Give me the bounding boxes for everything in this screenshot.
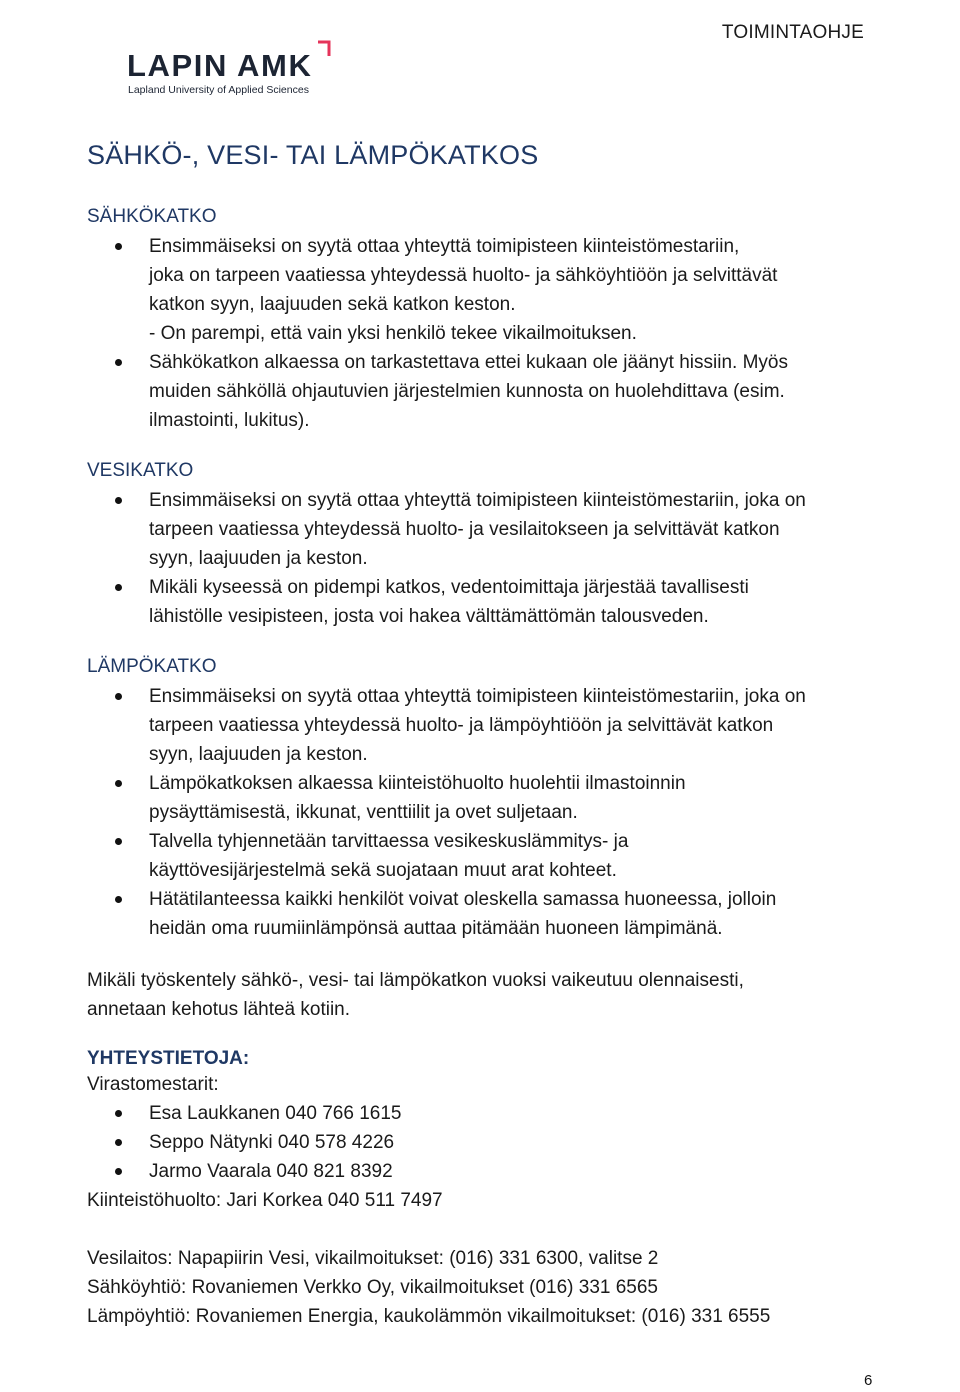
bullet-icon: [115, 838, 122, 845]
section-electricity: [87, 206, 788, 435]
utility-contact-heat: Lämpöyhtiö: Rovaniemen Energia, kaukolämmön vikailmoitukset: (016) 331 6555: [87, 1306, 771, 1327]
bullet-list: [87, 348, 788, 435]
list-item: [87, 573, 806, 631]
bullet-icon: [115, 693, 122, 700]
text-line: katkon syyn, laajuuden sekä katkon keston.: [149, 294, 516, 315]
page-title: SÄHKÖ-, VESI- TAI LÄMPÖKATKOS: [87, 140, 539, 170]
list-item: [87, 682, 806, 769]
bullet-icon: [115, 243, 122, 250]
bullet-icon: [115, 1139, 122, 1146]
text-line: tarpeen vaatiessa yhteydessä huolto- ja lämpöyhtiöön ja selvittävät katkon: [149, 715, 774, 736]
contacts-section: [87, 1048, 887, 1331]
text-line: Ensimmäiseksi on syytä ottaa yhteyttä toimipisteen kiinteistömestariin,: [149, 236, 740, 257]
section-heading: LÄMPÖKATKO: [87, 656, 217, 677]
text-line: heidän oma ruumiinlämpönsä auttaa pitämään huoneen lämpimänä.: [149, 918, 723, 939]
list-item: [87, 1128, 887, 1157]
bullet-icon: [115, 359, 122, 366]
utility-contact-electricity: Sähköyhtiö: Rovaniemen Verkko Oy, vikailmoitukset (016) 331 6565: [87, 1277, 659, 1298]
contact-line: Esa Laukkanen 040 766 1615: [149, 1103, 402, 1124]
utility-contact-water: Vesilaitos: Napapiirin Vesi, vikailmoitukset: (016) 331 6300, valitse 2: [87, 1248, 659, 1269]
list-item: [87, 486, 806, 573]
bullet-icon: [115, 1110, 122, 1117]
bullet-icon: [115, 780, 122, 787]
logo-accent-mark-icon: [317, 40, 331, 58]
section-heading: SÄHKÖKATKO: [87, 206, 217, 227]
text-line: ilmastointi, lukitus).: [149, 410, 310, 431]
section-heading: VESIKATKO: [87, 460, 194, 481]
logo-wordmark: LAPIN AMK: [127, 48, 313, 83]
caretakers-label: Virastomestarit:: [87, 1074, 219, 1095]
text-line: Sähkökatkon alkaessa on tarkastettava ettei kukaan ole jäänyt hissiin. Myös: [149, 352, 788, 373]
contact-line: Jarmo Vaarala 040 821 8392: [149, 1161, 393, 1182]
text-line: joka on tarpeen vaatiessa yhteydessä huolto- ja sähköyhtiöön ja selvittävät: [149, 265, 778, 286]
contacts-heading: YHTEYSTIETOJA:: [87, 1048, 250, 1069]
bullet-list: [87, 232, 788, 319]
text-line: Mikäli kyseessä on pidempi katkos, vedentoimittaja järjestää tavallisesti: [149, 577, 749, 598]
note-paragraph: [87, 966, 867, 1024]
text-line: käyttövesijärjestelmä sekä suojataan muut arat kohteet.: [149, 860, 617, 881]
text-line: muiden sähköllä ohjautuvien järjestelmien kunnosta on huolehdittava (esim.: [149, 381, 785, 402]
text-line: Hätätilanteessa kaikki henkilöt voivat oleskella samassa huoneessa, jolloin: [149, 889, 777, 910]
list-item: [87, 769, 806, 827]
document-type-label: TOIMINTAOHJE: [721, 22, 864, 43]
bullet-icon: [115, 497, 122, 504]
lapin-amk-logo: [127, 38, 332, 98]
text-line: pysäyttämisestä, ikkunat, venttiilit ja ovet suljetaan.: [149, 802, 578, 823]
text-line: Mikäli työskentely sähkö-, vesi- tai lämpökatkon vuoksi vaikeutuu olennaisesti,: [87, 970, 744, 991]
sub-note: - On parempi, että vain yksi henkilö tekee vikailmoituksen.: [149, 323, 637, 344]
section-water: [87, 460, 806, 631]
text-line: lähistölle vesipisteen, josta voi hakea välttämättömän talousveden.: [149, 606, 709, 627]
list-item: [87, 1099, 887, 1128]
bullet-icon: [115, 1168, 122, 1175]
bullet-icon: [115, 896, 122, 903]
document-body: [87, 140, 887, 1327]
contact-line: Seppo Nätynki 040 578 4226: [149, 1132, 395, 1153]
list-item: [87, 827, 806, 885]
text-line: Talvella tyhjennetään tarvittaessa vesikeskuslämmitys- ja: [149, 831, 629, 852]
text-line: annetaan kehotus lähteä kotiin.: [87, 999, 351, 1020]
text-line: syyn, laajuuden ja keston.: [149, 744, 368, 765]
list-item: [87, 232, 788, 319]
list-item: [87, 1157, 887, 1186]
text-line: Ensimmäiseksi on syytä ottaa yhteyttä toimipisteen kiinteistömestariin, joka on: [149, 686, 806, 707]
bullet-list: [87, 486, 806, 631]
list-item: [87, 885, 806, 943]
list-item: [87, 348, 788, 435]
page-number: 6: [864, 1372, 873, 1389]
bullet-icon: [115, 584, 122, 591]
logo-tagline: Lapland University of Applied Sciences: [128, 84, 309, 96]
section-heat: [87, 656, 806, 943]
maintenance-contact: Kiinteistöhuolto: Jari Korkea 040 511 7497: [87, 1190, 443, 1211]
caretaker-list: [87, 1099, 887, 1186]
text-line: Ensimmäiseksi on syytä ottaa yhteyttä toimipisteen kiinteistömestariin, joka on: [149, 490, 806, 511]
bullet-list: [87, 682, 806, 943]
text-line: syyn, laajuuden ja keston.: [149, 548, 368, 569]
text-line: tarpeen vaatiessa yhteydessä huolto- ja vesilaitokseen ja selvittävät katkon: [149, 519, 780, 540]
text-line: Lämpökatkoksen alkaessa kiinteistöhuolto huolehtii ilmastoinnin: [149, 773, 686, 794]
